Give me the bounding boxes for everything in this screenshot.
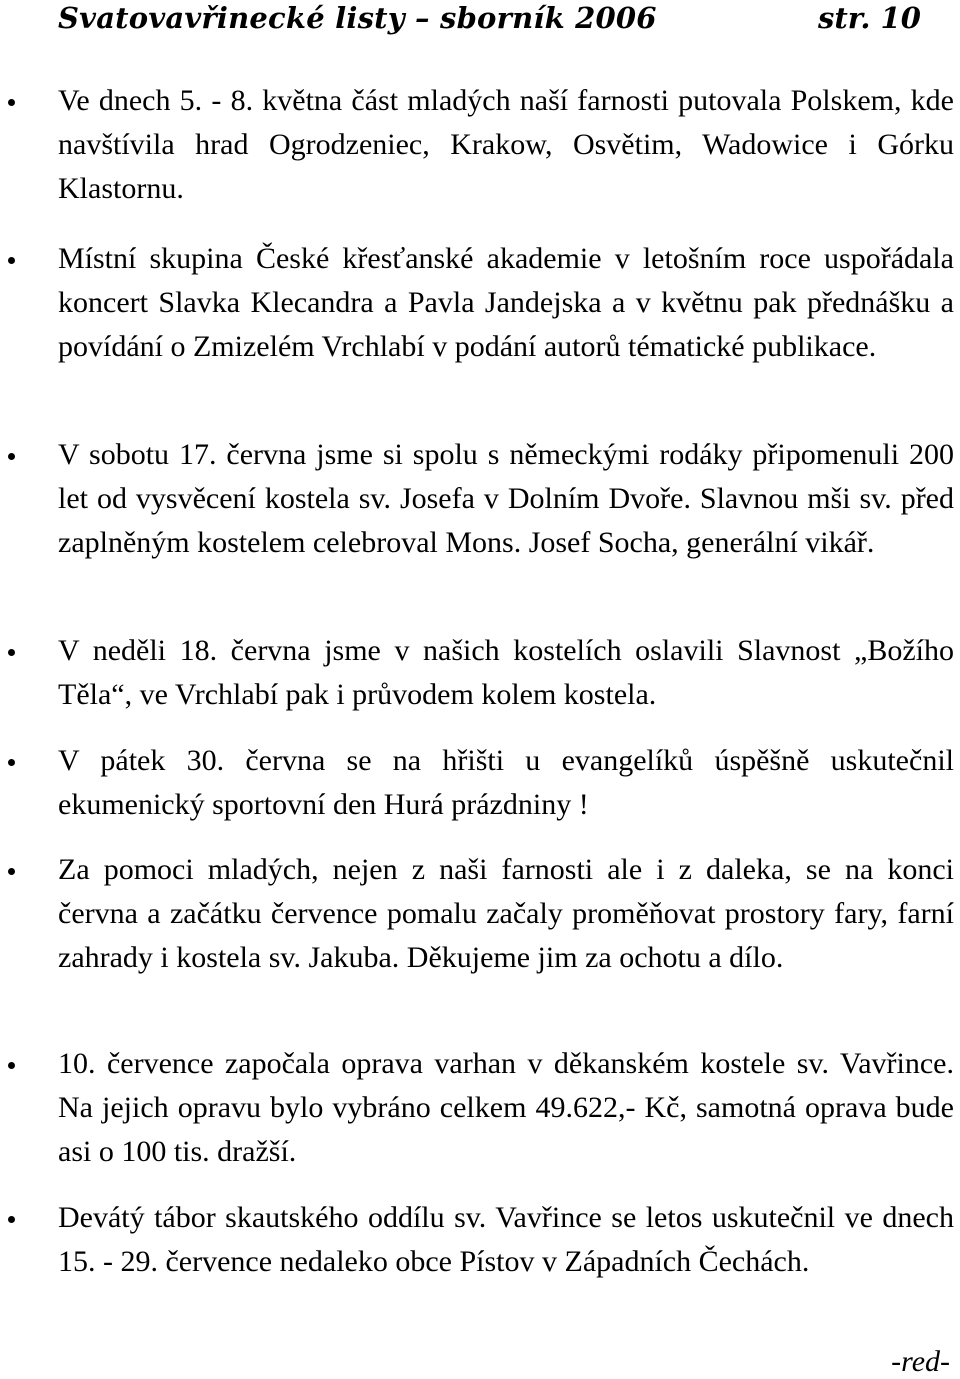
page-number: str. 10 xyxy=(818,1,921,35)
bullet-icon xyxy=(8,1062,15,1069)
item-text: Za pomoci mladých, nejen z naši farnosti ale i z daleka, se na konci června a začátku července pomalu začaly proměňovat prostory fary, farní zahrady i kostela sv. Jakuba. Děkujeme jim za ochotu a dílo. xyxy=(58,853,954,974)
publication-title: Svatovavřinecké listy – sborník 2006 xyxy=(58,1,657,35)
item-text: V pátek 30. června se na hřišti u evangelíků úspěšně uskutečnil ekumenický sportovní den Hurá prázdniny ! xyxy=(58,744,954,821)
bullet-icon xyxy=(8,759,15,766)
bullet-icon xyxy=(8,453,15,460)
item-text: Devátý tábor skautského oddílu sv. Vavřince se letos uskutečnil ve dnech 15. - 29. července nedaleko obce Pístov v Západních Čechách. xyxy=(58,1201,954,1278)
bullet-icon xyxy=(8,257,15,264)
bullet-icon xyxy=(8,1216,15,1223)
bullet-icon xyxy=(8,99,15,106)
bullet-icon xyxy=(8,868,15,875)
item-text: V sobotu 17. června jsme si spolu s německými rodáky připomenuli 200 let od vysvěcení kostela sv. Josefa v Dolním Dvoře. Slavnou mši sv. před zaplněným kostelem celebroval Mons. Josef Socha, generální vikář. xyxy=(58,438,954,559)
item-text: Ve dnech 5. - 8. května část mladých naší farnosti putovala Polskem, kde navštívila hrad Ogrodzeniec, Krakow, Osvětim, Wadowice i Górku Klastornu. xyxy=(58,84,954,205)
bullet-icon xyxy=(8,649,15,656)
page-header xyxy=(58,0,921,40)
item-text: 10. července započala oprava varhan v děkanském kostele sv. Vavřince. Na jejich opravu bylo vybráno celkem 49.622,- Kč, samotná oprava bude asi o 100 tis. dražší. xyxy=(58,1047,954,1168)
signature: -red- xyxy=(891,1345,950,1378)
item-text: Místní skupina České křesťanské akademie v letošním roce uspořádala koncert Slavka Klecandra a Pavla Jandejska a v květnu pak přednášku a povídání o Zmizelém Vrchlabí v podání autorů tématické publikace. xyxy=(58,242,954,363)
item-text: V neděli 18. června jsme v našich kostelích oslavili Slavnost „Božího Těla“, ve Vrchlabí pak i průvodem kolem kostela. xyxy=(58,634,954,711)
